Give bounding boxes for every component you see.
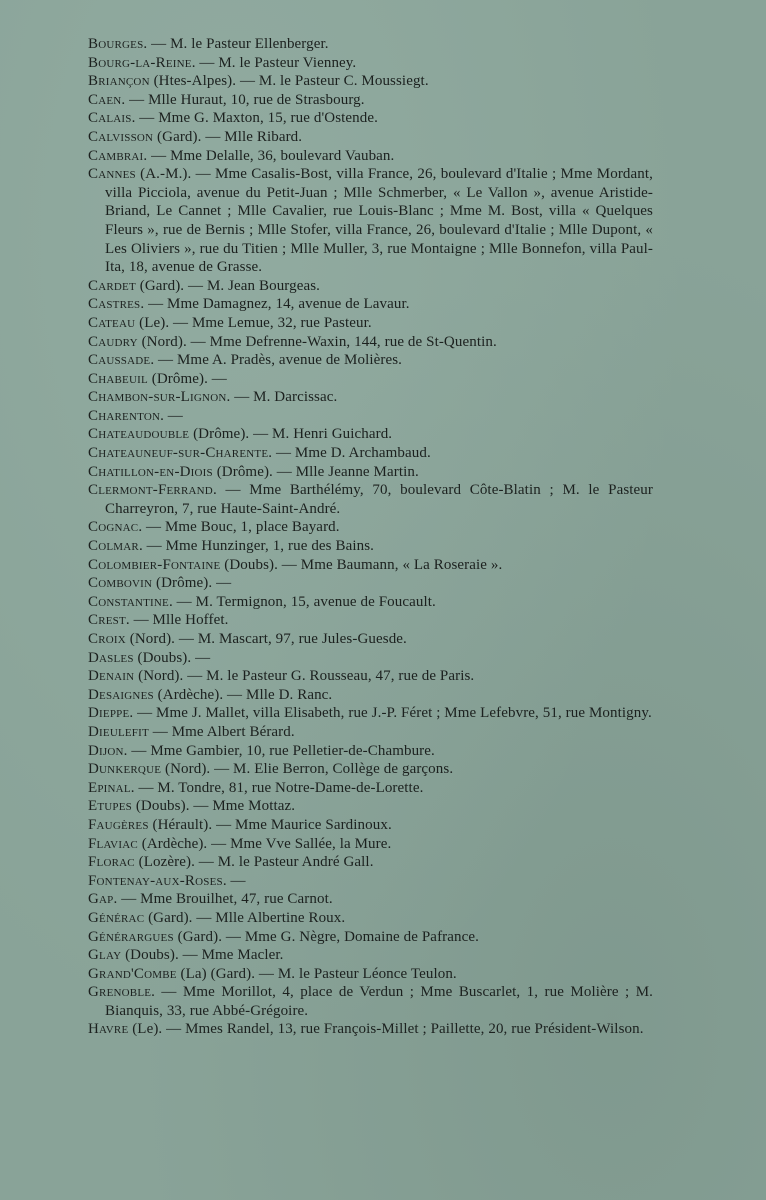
entry-details: . — M. le Pasteur Ellenberger. — [143, 36, 329, 52]
entry-details: (Nord). — M. Mascart, 97, rue Jules-Guesde. — [125, 631, 407, 647]
directory-entry — [88, 686, 653, 705]
entry-place: Cardet — [88, 277, 136, 294]
entry-place: Chambon-sur-Lignon — [88, 389, 227, 406]
entry-place: Combovin — [88, 575, 153, 592]
entry-place: Florac — [88, 854, 135, 871]
entry-place: Gap — [88, 891, 114, 908]
entry-place: Calvisson — [88, 128, 154, 145]
entry-details: (Doubs). — — [133, 649, 211, 666]
entry-place: Fontenay-aux-Roses — [88, 872, 223, 889]
entry-details: . — Mme Damagnez, 14, avenue de Lavaur. — [140, 296, 410, 313]
entry-details: (Drôme). — — [147, 370, 227, 387]
entry-details: . — Mme Hunzinger, 1, rue des Bains. — [138, 538, 374, 555]
entry-place: Dijon — [88, 742, 124, 759]
directory-entry — [88, 54, 653, 73]
entry-details: (Le). — Mmes Randel, 13, rue François-Millet ; Paillette, 20, rue Président-Wilson. — [128, 1021, 644, 1038]
entry-place: Dasles — [88, 649, 134, 666]
entry-place: Cannes — [88, 166, 136, 183]
entry-details: (Doubs). — Mme Baumann, « La Roseraie ». — [220, 556, 503, 573]
entry-place: Dunkerque — [88, 761, 162, 778]
entry-place: Denain — [88, 668, 135, 685]
entry-details: (Gard). — Mme G. Nègre, Domaine de Pafrance. — [173, 928, 479, 945]
directory-entry — [88, 1020, 653, 1039]
entry-details: (Gard). — M. Jean Bourgeas. — [135, 277, 321, 294]
entry-details: . — Mme Brouilhet, 47, rue Carnot. — [113, 891, 333, 908]
entry-details: . — Mme D. Archambaud. — [268, 445, 431, 462]
directory-entry — [88, 295, 653, 314]
entry-place: Générargues — [88, 928, 174, 945]
entry-place: Epinal — [88, 779, 131, 796]
entry-details: (A.-M.). — Mme Casalis-Bost, villa France, 26, boulevard d'Italie ; Mme Mordant, villa Picciola, avenue du Petit-Juan ; Mlle Schmerber, « Le Vallon », avenue Aristide-Briand, Le Cannet ; Mlle Cavalier, rue Louis-Blanc ; Mme M. Bost, villa « Quelques Fleurs », rue de Bernis ; Mlle Stofer, villa France, 26, boulevard d'Italie ; Mlle Dupont, « Les Oliviers », rue du Titien ; Mlle Muller, 3, rue Montaigne ; Mlle Bonnefon, villa Paul-Ita, 18, avenue de Grasse. — [105, 166, 653, 276]
entry-place: Grenoble — [88, 984, 152, 1001]
entry-details: (Htes-Alpes). — M. le Pasteur C. Moussiegt. — [149, 73, 429, 90]
entry-place: Croix — [88, 631, 126, 647]
entry-place: Caen — [88, 91, 122, 108]
directory-entry — [88, 872, 653, 891]
directory-entry — [88, 649, 653, 668]
entry-details: . — Mme Gambier, 10, rue Pelletier-de-Chambure. — [123, 742, 435, 759]
entry-details: (Lozère). — M. le Pasteur André Gall. — [134, 854, 374, 871]
directory-entry — [88, 537, 653, 556]
entry-place: Etupes — [88, 798, 132, 815]
entry-details: . — Mme Delalle, 36, boulevard Vauban. — [143, 147, 395, 164]
directory-entry — [88, 35, 653, 54]
directory-entry — [88, 946, 653, 965]
entry-details: . — M. le Pasteur Vienney. — [191, 54, 357, 71]
entry-place: Desaignes — [88, 686, 154, 703]
entry-place: Chabeuil — [88, 370, 148, 387]
entry-details: (Gard). — Mlle Albertine Roux. — [144, 909, 346, 926]
directory-entry — [88, 574, 653, 593]
entry-place: Glay — [88, 947, 122, 964]
entry-place: Charenton — [88, 407, 161, 424]
directory-entry — [88, 890, 653, 909]
directory-entry — [88, 611, 653, 630]
directory-entry — [88, 779, 653, 798]
directory-entry — [88, 407, 653, 426]
entry-details: . — M. Tondre, 81, rue Notre-Dame-de-Lorette. — [130, 779, 424, 796]
entry-place: Clermont-Ferrand — [88, 482, 213, 499]
entry-place: Crest — [88, 612, 126, 629]
entry-details: . — Mme G. Maxton, 15, rue d'Ostende. — [131, 110, 378, 127]
entry-details: (Nord). — M. Elie Berron, Collège de garçons. — [161, 761, 454, 778]
entry-details: (Doubs). — Mme Mottaz. — [131, 798, 296, 815]
directory-entry — [88, 835, 653, 854]
entry-place: Générac — [88, 909, 145, 926]
entry-details: — Mme Albert Bérard. — [148, 723, 295, 740]
entry-details: (Drôme). — Mlle Jeanne Martin. — [212, 463, 419, 480]
entry-place: Bourg-la-Reine — [88, 54, 192, 71]
entry-place: Constantine — [88, 593, 169, 610]
entry-place: Colombier-Fontaine — [88, 556, 221, 573]
directory-entry — [88, 760, 653, 779]
entry-details: . — Mme J. Mallet, villa Elisabeth, rue J.-P. Féret ; Mme Lefebvre, 51, rue Montigny. — [129, 705, 652, 722]
entry-details: . — Mme Bouc, 1, place Bayard. — [138, 519, 340, 536]
entry-place: Cognac — [88, 519, 139, 536]
entry-details: (Drôme). — M. Henri Guichard. — [189, 426, 393, 443]
entry-details: . — Mme Morillot, 4, place de Verdun ; Mme Buscarlet, 1, rue Molière ; M. Bianquis, 33, rue Abbé-Grégoire. — [105, 984, 653, 1019]
directory-entry — [88, 983, 653, 1020]
directory-entry — [88, 91, 653, 110]
entry-place: Flaviac — [88, 835, 138, 852]
entry-place: Bourges — [88, 36, 144, 52]
directory-entry — [88, 109, 653, 128]
entry-details: (Le). — Mme Lemue, 32, rue Pasteur. — [135, 314, 372, 331]
directory-entry — [88, 928, 653, 947]
directory-entry — [88, 481, 653, 518]
directory-entry — [88, 965, 653, 984]
entry-details: (La) (Gard). — M. le Pasteur Léonce Teulon. — [176, 965, 457, 982]
entry-details: . — Mme Barthélémy, 70, boulevard Côte-Blatin ; M. le Pasteur Charreyron, 7, rue Haute-Saint-André. — [105, 482, 653, 517]
entry-details: (Ardèche). — Mlle D. Ranc. — [153, 686, 333, 703]
entry-place: Calais — [88, 110, 132, 127]
entry-details: . — Mme A. Pradès, avenue de Molières. — [150, 352, 403, 369]
entry-details: (Gard). — Mlle Ribard. — [153, 128, 303, 145]
directory-entry — [88, 72, 653, 91]
entry-place: Dieulefit — [88, 723, 149, 740]
directory-list — [88, 35, 653, 1039]
entry-place: Cambrai — [88, 147, 144, 164]
entry-place: Cateau — [88, 314, 136, 331]
entry-details: (Nord). — M. le Pasteur G. Rousseau, 47, rue de Paris. — [134, 668, 475, 685]
entry-place: Castres — [88, 296, 141, 313]
directory-entry — [88, 444, 653, 463]
directory-entry — [88, 667, 653, 686]
entry-place: Chateaudouble — [88, 426, 190, 443]
entry-details: (Ardèche). — Mme Vve Sallée, la Mure. — [137, 835, 392, 852]
entry-place: Chateauneuf-sur-Charente — [88, 445, 269, 462]
directory-entry — [88, 277, 653, 296]
directory-entry — [88, 147, 653, 166]
directory-entry — [88, 388, 653, 407]
entry-details: (Doubs). — Mme Macler. — [121, 947, 284, 964]
directory-entry — [88, 556, 653, 575]
entry-details: . — M. Darcissac. — [226, 389, 338, 406]
entry-details: (Drôme). — — [152, 575, 232, 592]
entry-place: Faugères — [88, 816, 149, 833]
entry-details: . — — [222, 872, 246, 889]
directory-entry — [88, 909, 653, 928]
directory-entry — [88, 128, 653, 147]
entry-details: (Nord). — Mme Defrenne-Waxin, 144, rue de St-Quentin. — [137, 333, 497, 350]
entry-place: Caussade — [88, 352, 151, 369]
directory-entry — [88, 314, 653, 333]
directory-entry — [88, 351, 653, 370]
entry-details: . — Mlle Huraut, 10, rue de Strasbourg. — [121, 91, 365, 108]
directory-entry — [88, 704, 653, 723]
entry-place: Colmar — [88, 538, 139, 555]
entry-place: Grand'Combe — [88, 965, 177, 982]
entry-details: (Hérault). — Mme Maurice Sardinoux. — [148, 816, 392, 833]
entry-details: . — — [160, 407, 183, 424]
directory-entry — [88, 165, 653, 277]
directory-entry — [88, 742, 653, 761]
directory-entry — [88, 425, 653, 444]
directory-entry — [88, 853, 653, 872]
directory-entry — [88, 518, 653, 537]
entry-place: Chatillon-en-Diois — [88, 463, 213, 480]
entry-place: Briançon — [88, 73, 150, 90]
entry-details: . — M. Termignon, 15, avenue de Foucault. — [168, 593, 436, 610]
directory-entry — [88, 370, 653, 389]
directory-entry — [88, 593, 653, 612]
directory-entry — [88, 816, 653, 835]
directory-entry — [88, 463, 653, 482]
directory-entry — [88, 630, 653, 649]
directory-entry — [88, 333, 653, 352]
entry-place: Havre — [88, 1021, 129, 1038]
directory-entry — [88, 723, 653, 742]
directory-entry — [88, 797, 653, 816]
entry-place: Caudry — [88, 333, 138, 350]
entry-details: . — Mlle Hoffet. — [125, 612, 229, 629]
entry-place: Dieppe — [88, 705, 130, 722]
